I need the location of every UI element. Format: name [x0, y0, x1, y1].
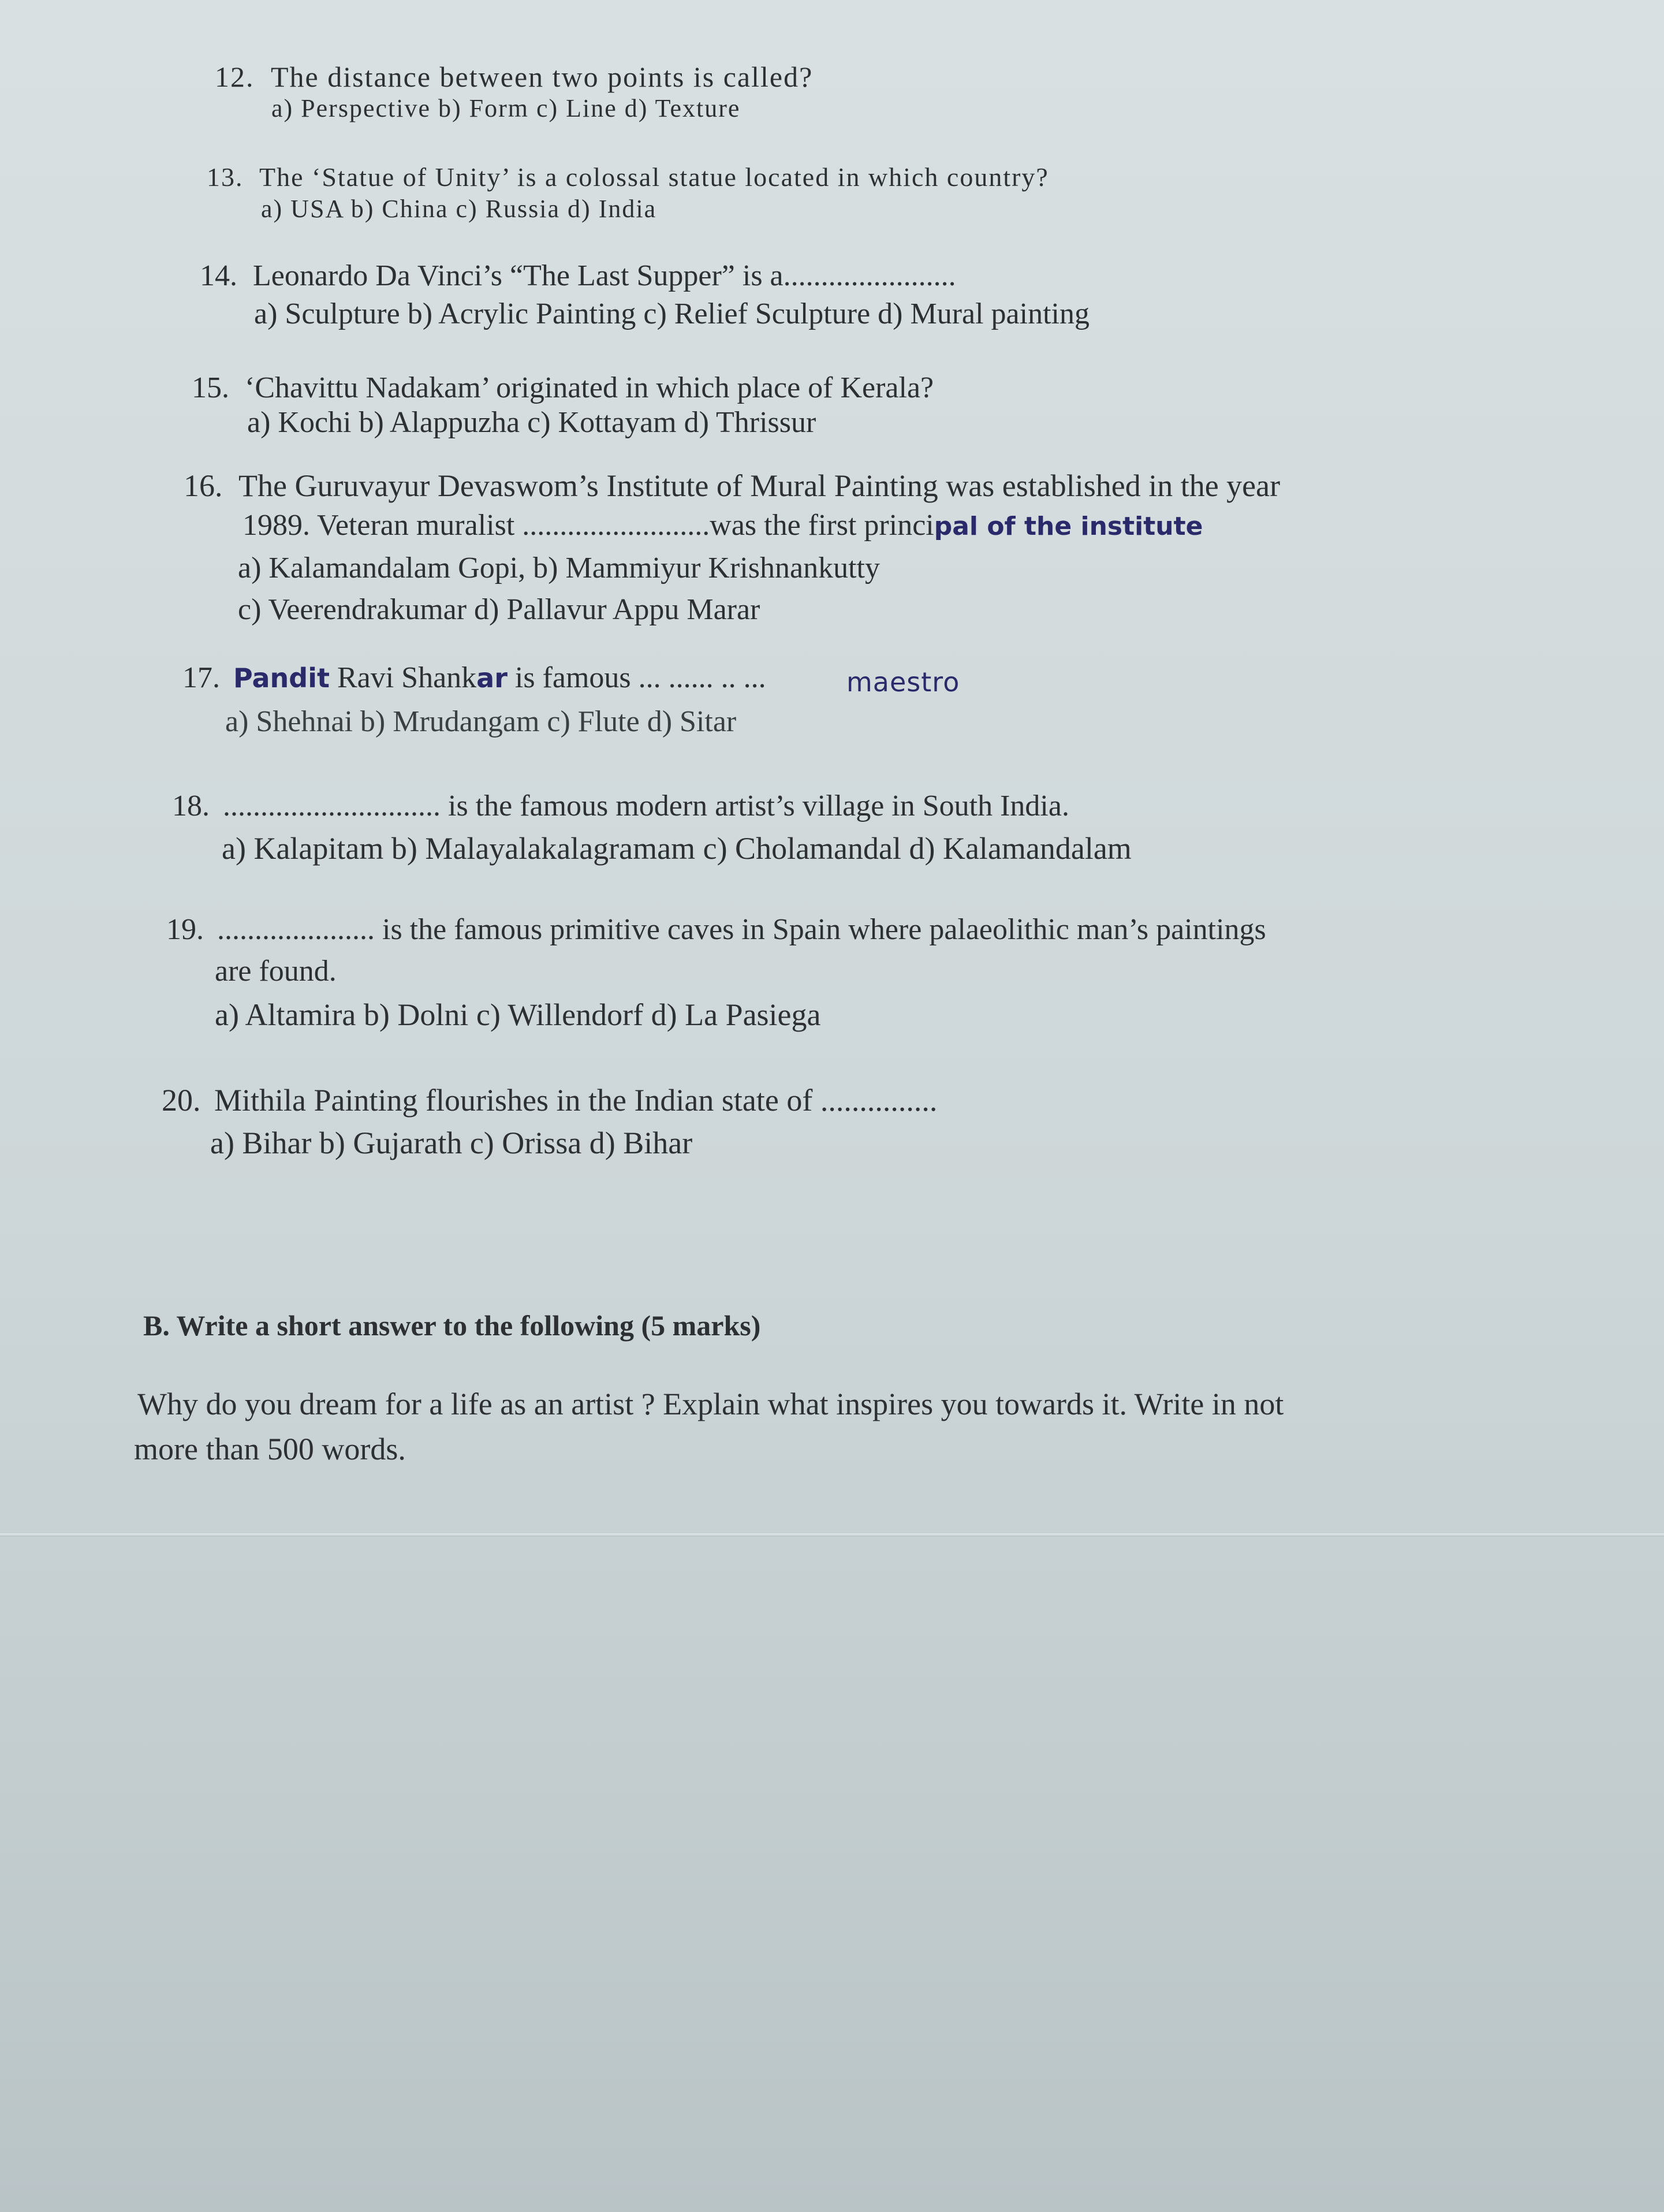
- question-text: ‘Chavittu Nadakam’ originated in which place of Kerala?: [245, 371, 934, 404]
- handwritten-answer: pal of the institute: [934, 512, 1203, 541]
- section-b-title: B. Write a short answer to the following (5 marks): [143, 1309, 761, 1342]
- question-15-options: a) Kochi b) Alappuzha c) Kottayam d) Thrissur: [247, 406, 816, 439]
- section-b-question-line1: Why do you dream for a life as an artist ? Explain what inspires you towards it. Write in not: [137, 1387, 1284, 1421]
- question-number: 18.: [172, 790, 210, 822]
- question-text: ..................... is the famous primitive caves in Spain where palaeolithic man’s paintings: [217, 913, 1266, 946]
- section-b-question-line2: more than 500 words.: [134, 1432, 406, 1466]
- question-text-continued: 1989. Veteran muralist .........................was the first princi: [242, 509, 934, 542]
- question-18: [172, 791, 1069, 821]
- question-19: [166, 915, 1266, 945]
- question-number: 20.: [162, 1083, 201, 1118]
- question-17-options: a) Shehnai b) Mrudangam c) Flute d) Sitar: [225, 705, 737, 738]
- question-20-options: a) Bihar b) Gujarath c) Orissa d) Bihar: [210, 1126, 693, 1160]
- question-12: [215, 62, 813, 91]
- question-number: 13.: [207, 162, 244, 192]
- question-number: 17.: [182, 661, 220, 694]
- question-14-options: a) Sculpture b) Acrylic Painting c) Relief Sculpture d) Mural painting: [254, 297, 1090, 330]
- question-19-line2: are found.: [215, 955, 337, 988]
- question-17: [182, 663, 766, 693]
- question-16-options-2: c) Veerendrakumar d) Pallavur Appu Marar: [238, 593, 760, 626]
- question-15: [192, 373, 934, 403]
- handwritten-prefix: Pandit: [233, 662, 330, 694]
- question-number: 15.: [192, 371, 229, 404]
- question-text: ............................. is the famous modern artist’s village in South India.: [223, 790, 1069, 822]
- question-13-options: a) USA b) China c) Russia d) India: [261, 195, 657, 223]
- question-text: Mithila Painting flourishes in the Indian state of ...............: [214, 1083, 938, 1118]
- question-16-line2: [242, 511, 1203, 541]
- question-20: [162, 1085, 937, 1116]
- question-18-options: a) Kalapitam b) Malayalakalagramam c) Cholamandal d) Kalamandalam: [222, 831, 1132, 866]
- question-text: The ‘Statue of Unity’ is a colossal statue located in which country?: [259, 162, 1049, 192]
- question-text-rest: is famous ... ...... .. ...: [507, 661, 766, 694]
- paper-fold-line: [0, 1533, 1664, 1537]
- question-text: The distance between two points is called?: [271, 61, 814, 93]
- question-number: 12.: [215, 61, 255, 93]
- question-text: Ravi Shank: [329, 661, 477, 694]
- question-number: 16.: [184, 468, 223, 503]
- question-text: The Guruvayur Devaswom’s Institute of Mural Painting was established in the year: [238, 468, 1281, 503]
- question-16-options: a) Kalamandalam Gopi, b) Mammiyur Krishnankutty: [238, 552, 880, 584]
- question-13: [207, 164, 1049, 191]
- question-16: [184, 470, 1280, 501]
- question-12-options: a) Perspective b) Form c) Line d) Texture: [271, 94, 741, 122]
- handwritten-answer: maestro: [846, 666, 960, 698]
- handwritten-suffix: ar: [476, 662, 508, 694]
- question-14: [200, 261, 956, 291]
- question-19-options: a) Altamira b) Dolni c) Willendorf d) La Pasiega: [215, 997, 821, 1032]
- question-number: 19.: [166, 913, 204, 946]
- question-number: 14.: [200, 259, 237, 292]
- question-text: Leonardo Da Vinci’s “The Last Supper” is a.......................: [253, 259, 956, 292]
